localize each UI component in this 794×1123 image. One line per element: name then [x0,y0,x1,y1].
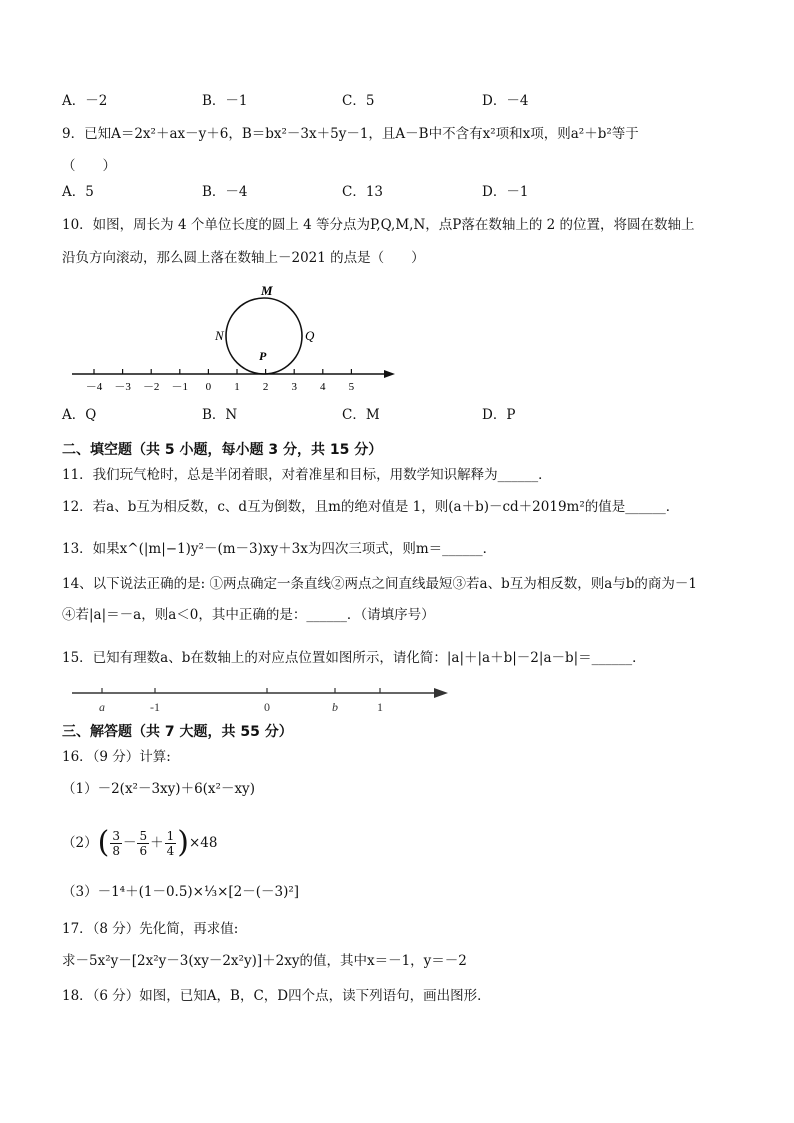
circle-label-q: Q [305,328,315,343]
q15-tick-label: 0 [264,700,270,714]
number-axis-arrow [384,370,395,378]
section-2-heading: 二、填空题（共 5 小题，每小题 3 分，共 15 分） [62,442,383,458]
frac2-num: 5 [139,828,148,843]
q18-text: 18．（6 分）如图，已知A，B，C，D四个点，读下列语句，画出图形． [62,988,491,1004]
q10-option-d: D．P [482,407,516,423]
q10-option-c: C．M [342,407,380,423]
q10-option-b: B．N [202,407,238,423]
q10-tick-label: 2 [262,381,269,393]
q9-text: 9．已知A＝2x²＋ax－y＋6，B＝bx²－3x＋5y－1，且A－B中不含有x²项和x项，则a²＋b²等于 [62,126,639,142]
q10-tick-label: －1 [171,381,189,393]
q15-tick-label: b [332,700,338,714]
q8-option-a: A．－2 [62,93,108,109]
q9-paren: （ ） [62,158,116,174]
q17-title: 17．（8 分）先化简，再求值: [62,921,239,937]
frac1-den: 8 [112,843,120,858]
q10-option-a: A．Q [62,407,97,423]
q10-circle-number-line-figure [62,280,402,395]
q16-part2-suffix: ×48 [188,835,218,851]
q16-title: 16．（9 分）计算: [62,749,171,765]
q10-tick-label: 5 [348,381,355,393]
frac2-den: 6 [139,843,148,858]
frac3-den: 4 [166,843,175,858]
q10-tick-label: －2 [142,381,160,393]
circle-label-n: N [215,328,224,343]
q10-line2: 沿负方向滚动，那么圆上落在数轴上－2021 的点是（ ） [62,250,425,266]
q16-part2-prefix: （2） [62,835,98,851]
q10-tick-label: 4 [320,381,326,393]
q13-text: 13．如果x^(|m|−1)y²－(m－3)xy＋3x为四次三项式，则m＝______． [62,541,497,557]
q11-text: 11．我们玩气枪时，总是半闭着眼，对着准星和目标，用数学知识解释为______． [62,467,552,483]
circle-label-p: P [259,349,267,363]
q10-tick-label: 3 [291,381,297,393]
q9-option-d: D．－1 [482,184,529,200]
section-3-heading: 三、解答题（共 7 大题，共 55 分） [62,724,293,740]
q12-text: 12．若a、b互为相反数，c、d互为倒数，且m的绝对值是 1，则(a＋b)－cd＋2019m²的值是______． [62,499,680,515]
circle-label-m: M [261,283,273,298]
q10-tick-label: 0 [205,381,212,393]
q14-line1: 14、以下说法正确的是: ①两点确定一条直线②两点之间直线最短③若a、b互为相反数，则a与b的商为－1 [62,576,697,592]
q10-tick-label: －4 [85,381,103,393]
q16-part2: （2） ( $\frac{3}{8}$ － $\frac{5}{6}$ ＋ $\frac{1}{4}$ ) ×48 [62,825,218,860]
q14-line2: ④若|a|＝－a，则a＜0，其中正确的是：______．（请填序号） [62,607,435,623]
q17-body: 求－5x²y－[2x²y－3(xy－2x²y)]＋2xy的值，其中x＝－1，y＝－2 [62,953,467,969]
q9-option-a: A．5 [62,184,94,200]
q8-option-b: B．－1 [202,93,248,109]
q8-option-d: D．－4 [482,93,529,109]
q15-axis-arrow [434,688,448,698]
q15-number-line-figure [62,680,452,716]
frac1-num: 3 [112,828,120,843]
q10-tick-label: 1 [234,381,240,393]
q16-part3: （3）－1⁴＋(1－0.5)×⅓×[2－(－3)²] [62,884,300,900]
q8-option-c: C．5 [342,93,375,109]
q16-part1: （1）－2(x²－3xy)＋6(x²－xy) [62,781,255,797]
q9-option-b: B．－4 [202,184,248,200]
q9-option-c: C．13 [342,184,384,200]
q15-text: 15．已知有理数a、b在数轴上的对应点位置如图所示，请化简：|a|＋|a＋b|－2|a－b|＝______． [62,650,646,666]
q15-tick-label: a [99,700,105,714]
q15-tick-label: 1 [377,700,383,714]
q15-tick-label: -1 [150,700,160,714]
frac3-num: 1 [166,828,175,843]
q10-tick-label: －3 [114,381,131,393]
q10-line1: 10．如图，周长为 4 个单位长度的圆上 4 等分点为P,Q,M,N，点P落在数轴上的 2 的位置，将圆在数轴上 [62,217,695,233]
